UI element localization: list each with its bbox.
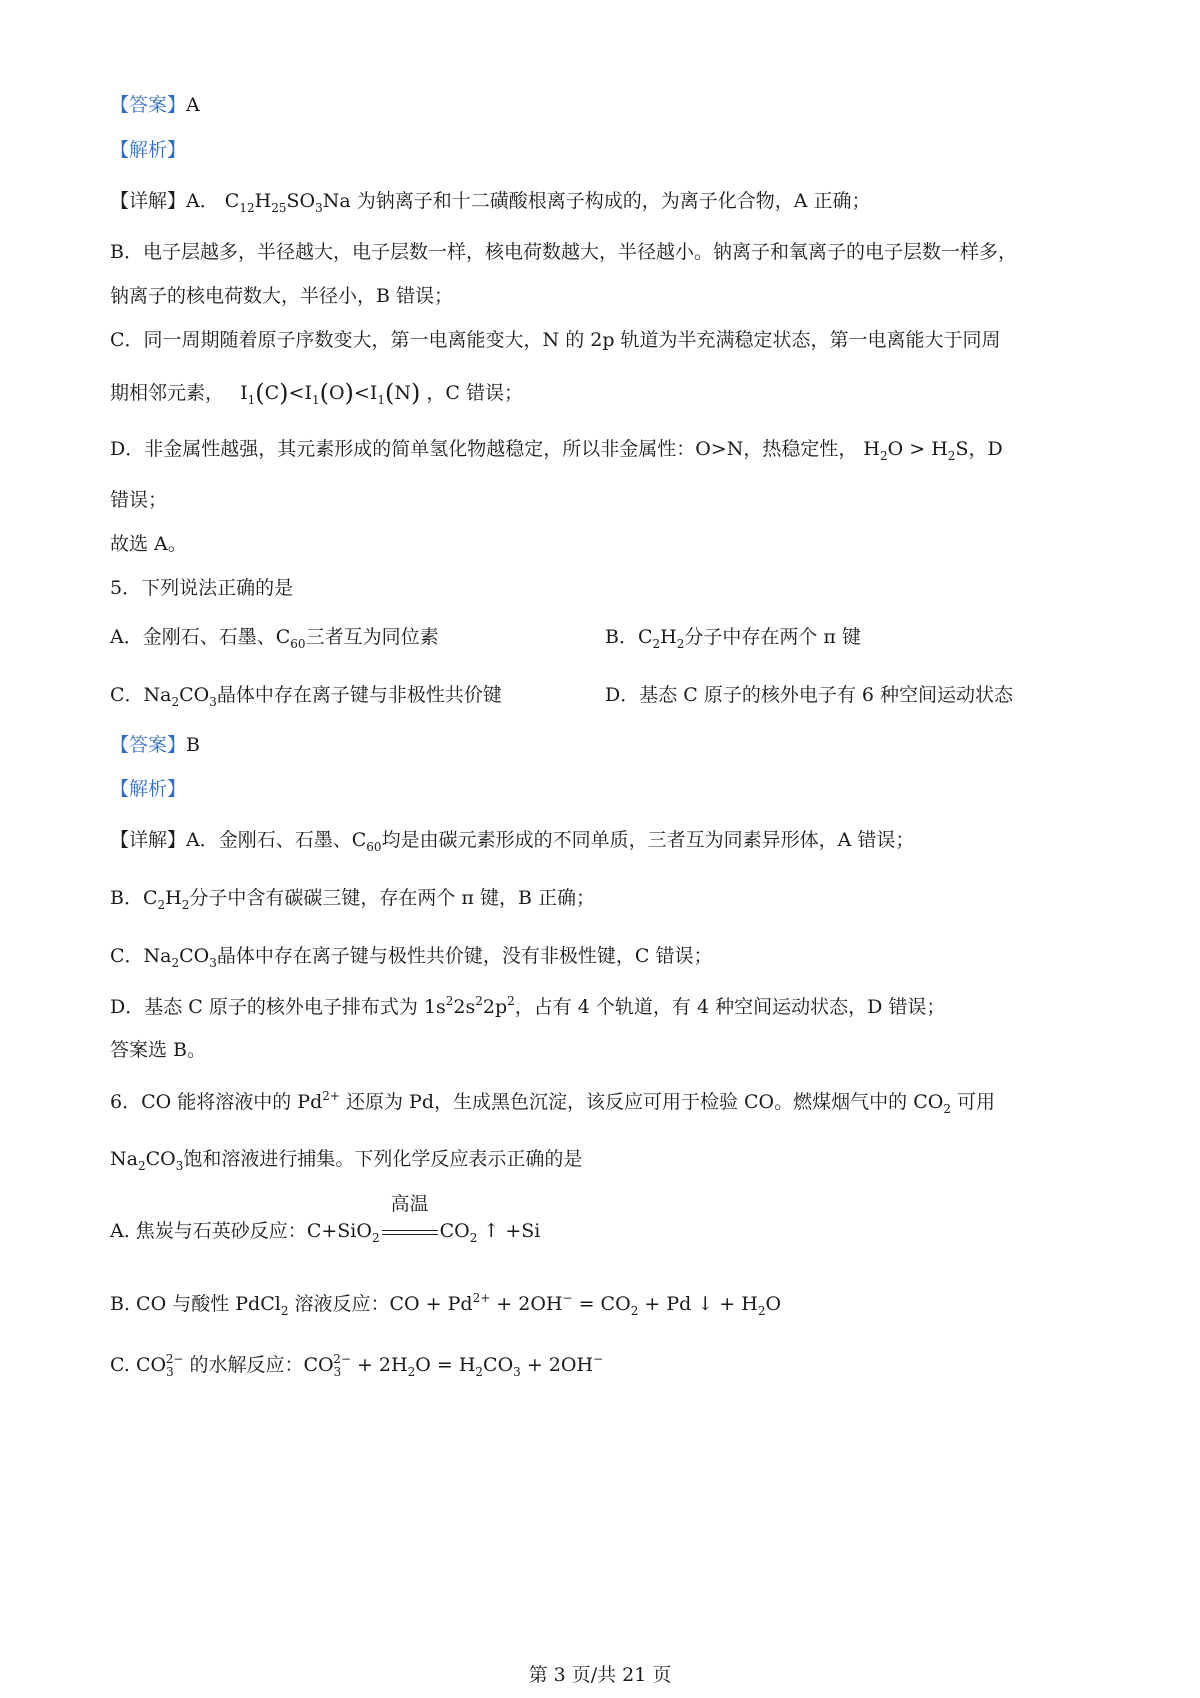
t: C+SiO <box>306 1220 372 1242</box>
t: 2p <box>482 996 508 1018</box>
option-b <box>605 626 861 651</box>
t: 2 <box>181 898 190 912</box>
t: 2 <box>943 1102 951 1116</box>
text: 晶体中存在离子键与极性共价键，没有非极性键，C 错误； <box>216 945 713 967</box>
text: B. CO 与酸性 <box>110 1293 236 1315</box>
answer-value: A <box>186 94 200 116</box>
question-stem-cont <box>110 1148 583 1173</box>
t: 2 <box>507 994 515 1008</box>
analysis-label: 【解析】 <box>110 778 187 800</box>
text: D．非金属性越强，其元素形成的简单氢化物越稳定，所以非金属性：O>N，热稳定性， <box>110 438 858 460</box>
t: H <box>863 438 880 460</box>
t: ( <box>319 379 329 407</box>
t: 2+ <box>322 1089 340 1103</box>
analysis-tag <box>110 141 186 160</box>
t: CO <box>179 945 210 967</box>
t: 2 <box>475 994 483 1008</box>
t: 2 <box>407 1365 416 1379</box>
condition-label: 高温 <box>390 1193 429 1215</box>
text: 三者互为同位素 <box>305 626 439 648</box>
t: 2 <box>137 1159 146 1173</box>
t: S <box>955 438 969 460</box>
t: 2 <box>757 1304 766 1318</box>
t: O <box>328 382 345 404</box>
formula <box>224 190 351 215</box>
reaction-condition <box>382 1193 438 1243</box>
equals-bar-bottom <box>382 1234 438 1235</box>
t: ↑ +Si <box>477 1220 541 1242</box>
t: H <box>254 190 272 212</box>
text: 6．CO 能将溶液中的 <box>110 1091 298 1113</box>
formula <box>863 438 969 463</box>
t: 2 <box>469 1231 478 1245</box>
t: 25 <box>271 201 287 215</box>
t: H <box>660 626 677 648</box>
text: 饱和溶液进行捕集。下列化学反应表示正确的是 <box>183 1148 583 1170</box>
t: CO <box>145 1148 176 1170</box>
t: + Pd ↓ + H <box>638 1293 758 1315</box>
t: Na <box>143 945 172 967</box>
detail-line-c <box>110 945 713 970</box>
text: ，C 错误； <box>426 382 523 404</box>
text: 分子中含有碳碳三键，存在两个 π 键，B 正确； <box>189 887 595 909</box>
t: 3 <box>209 695 217 709</box>
t: 2 <box>171 695 180 709</box>
text: C． <box>110 945 144 967</box>
t: H <box>165 887 182 909</box>
t: CO <box>439 1220 470 1242</box>
detail-line-a <box>110 190 871 215</box>
t: 3 <box>209 956 217 970</box>
text: B． <box>605 626 638 648</box>
t: N <box>394 382 411 404</box>
detail-line-d2: 错误； <box>110 489 168 511</box>
option-a <box>110 626 439 651</box>
text: A．金刚石、石墨、 <box>186 829 352 851</box>
t: Na <box>143 684 172 706</box>
t: 3 <box>333 1365 342 1379</box>
t: I <box>369 382 378 404</box>
t: < <box>288 382 305 404</box>
t: I <box>304 382 312 404</box>
text: 均是由碳元素形成的不同单质，三者互为同素异形体，A 错误； <box>381 829 915 851</box>
t: 2− <box>165 1352 184 1366</box>
option-a <box>110 1193 541 1245</box>
t: I <box>240 382 248 404</box>
t: 2 <box>171 956 180 970</box>
t: 2− <box>333 1352 351 1366</box>
text: ，D <box>968 438 1003 460</box>
t: ) <box>279 379 289 407</box>
question-stem: 5．下列说法正确的是 <box>110 577 294 599</box>
t: 2 <box>676 637 685 651</box>
answer-tag: 【答案】 <box>110 94 187 116</box>
t: 2 <box>445 994 454 1008</box>
detail-line-b2: 钠离子的核电荷数大，半径小，B 错误； <box>110 285 454 307</box>
t: O <box>887 438 904 460</box>
t: 2+ <box>472 1291 491 1305</box>
t: CO <box>135 1354 167 1376</box>
t: + 2H <box>350 1354 408 1376</box>
t: Pd <box>297 1091 323 1113</box>
t: SO <box>286 190 316 212</box>
t: Na <box>322 190 351 212</box>
analysis-label: 【解析】 <box>110 139 187 161</box>
t: Na <box>110 1148 138 1170</box>
text: 期相邻元素， <box>110 382 225 404</box>
text: B． <box>110 887 143 909</box>
text: 溶液反应： <box>288 1293 390 1315</box>
detail-line-b <box>110 887 595 912</box>
t: C <box>264 382 280 404</box>
t: ( <box>385 379 395 407</box>
ionization-order <box>240 379 426 407</box>
page-number: 第 3 页/共 21 页 <box>528 1664 672 1686</box>
t: 12 <box>239 201 255 215</box>
detail-line-a <box>110 829 915 854</box>
t: + 2OH <box>490 1293 563 1315</box>
text: C. <box>110 1354 136 1376</box>
t: 2 <box>879 449 888 463</box>
detail-tag: 【详解】 <box>110 190 187 212</box>
t: CO <box>303 1354 334 1376</box>
text: C． <box>110 684 144 706</box>
answer-line <box>110 96 200 115</box>
detail-line-d <box>110 994 946 1018</box>
analysis-tag <box>110 780 186 799</box>
detail-line-b1: B．电子层越多，半径越大，电子层数一样，核电荷数越大，半径越小。钠离子和氧离子的电子层数一样多， <box>110 241 1017 263</box>
t: O = H <box>415 1354 476 1376</box>
t: ) <box>411 379 421 407</box>
t: 2 <box>157 898 166 912</box>
option-c <box>110 684 502 709</box>
t: PdCl <box>235 1293 281 1315</box>
t: C <box>275 626 291 648</box>
text: ，占有 4 个轨道，有 4 种空间运动状态，D 错误； <box>514 996 946 1018</box>
t: C <box>142 887 158 909</box>
conclusion-line: 答案选 B。 <box>110 1039 207 1061</box>
t: CO <box>913 1091 944 1113</box>
t: 1s <box>423 996 446 1018</box>
equals-bar-top <box>382 1230 438 1231</box>
t: 1 <box>311 393 320 407</box>
text: A. 焦炭与石英砂反应： <box>110 1220 307 1242</box>
t: 2 <box>652 637 661 651</box>
t: C <box>224 190 240 212</box>
answer-tag: 【答案】 <box>110 734 187 756</box>
text: 晶体中存在离子键与非极性共价键 <box>216 684 502 706</box>
detail-line-c1: C．同一周期随着原子序数变大，第一电离能变大，N 的 2p 轨道为半充满稳定状态，第一电离能大于同周 <box>110 329 1001 351</box>
t: 1 <box>247 393 256 407</box>
t: 60 <box>366 840 382 854</box>
question-stem <box>110 1089 995 1116</box>
detail-line-d1 <box>110 438 1003 463</box>
option-b <box>110 1291 782 1318</box>
detail-tag: 【详解】 <box>110 829 187 851</box>
text: 的水解反应： <box>183 1354 304 1376</box>
option-c <box>110 1352 604 1379</box>
t: 2 <box>630 1304 639 1318</box>
t: C <box>637 626 653 648</box>
t: ( <box>255 379 265 407</box>
text: 可用 <box>950 1091 995 1113</box>
t: 3 <box>175 1159 184 1173</box>
t: + 2OH <box>520 1354 594 1376</box>
conclusion-line: 故选 A。 <box>110 533 187 555</box>
t: 2 <box>475 1365 484 1379</box>
t: 2 <box>947 449 956 463</box>
option-d: D．基态 C 原子的核外电子有 6 种空间运动状态 <box>605 684 1014 706</box>
t: ) <box>344 379 354 407</box>
t: > <box>909 438 926 460</box>
t: − <box>562 1291 573 1305</box>
text: A．金刚石、石墨、 <box>110 626 276 648</box>
t: = CO <box>572 1293 631 1315</box>
t: CO <box>483 1354 514 1376</box>
t: CO + Pd <box>389 1293 473 1315</box>
detail-line-c2 <box>110 381 523 405</box>
text: 分子中存在两个 π 键 <box>684 626 861 648</box>
text: D．基态 C 原子的核外电子排布式为 <box>110 996 424 1018</box>
t: O <box>765 1293 782 1315</box>
t: 3 <box>513 1365 521 1379</box>
t: 60 <box>290 637 306 651</box>
text: A． <box>186 190 219 212</box>
t: H <box>931 438 948 460</box>
t: C <box>351 829 367 851</box>
t: < <box>353 382 370 404</box>
t: 1 <box>377 393 385 407</box>
text: 还原为 Pd，生成黑色沉淀，该反应可用于检验 CO。燃煤烟气中的 <box>339 1091 914 1113</box>
answer-line <box>110 736 200 755</box>
t: − <box>593 1352 604 1366</box>
t: 2s <box>453 996 476 1018</box>
t: 2 <box>371 1231 380 1245</box>
answer-value: B <box>186 734 200 756</box>
t: 2 <box>280 1304 289 1318</box>
t: 3 <box>166 1365 174 1379</box>
text: 为钠离子和十二磺酸根离子构成的，为离子化合物，A 正确； <box>350 190 871 212</box>
t: 3 <box>315 201 323 215</box>
t: CO <box>179 684 210 706</box>
